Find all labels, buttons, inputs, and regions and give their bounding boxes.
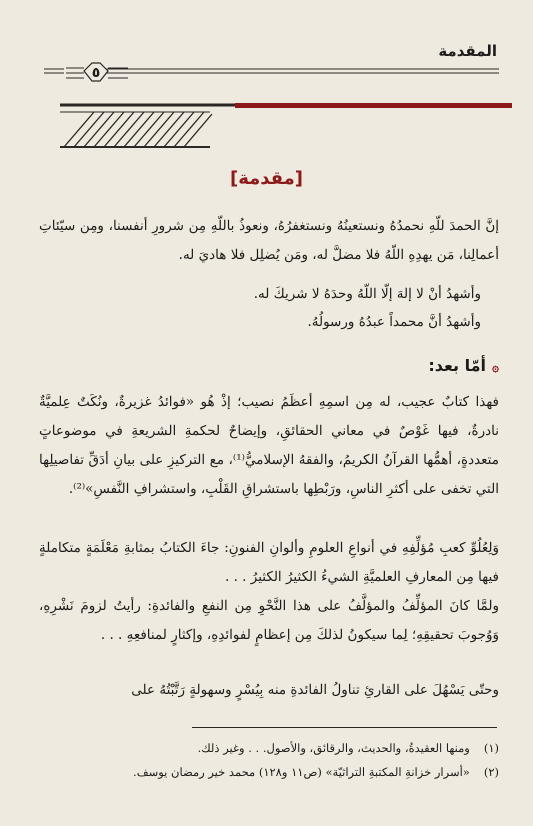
body-paragraph: ولمَّا كانَ المؤلِّفُ والمؤلَّفُ على هذا النَّحْوِ مِن النفعِ والفائدةِ: رأيتُ لزومَ نَشْرِهِ، وَوُجوبَ تحقيقِهِ؛ لِما سيكونُ لذلكَ مِن إعظامٍ لفوائدِهِ، وإكثارٍ لمنافعِهِ . . .: [39, 598, 499, 643]
diagonal-hatching: [64, 112, 212, 147]
decorative-header-band: [60, 103, 512, 151]
footnote-separator: [192, 727, 497, 728]
footnote-number: (٢): [483, 765, 499, 779]
footnote-item: [39, 736, 499, 760]
running-title: المقدمة: [438, 42, 497, 60]
section-title: [مقدمة]: [229, 168, 303, 189]
testimony-line-2: وأشهدُ أنَّ محمداً عبدُهُ ورسولُهُ.: [307, 314, 481, 330]
body-paragraph: فهذا كتابٌ عجيب، له مِن اسمِهِ أعظَمُ نصيب؛ إذْ هُو «فوائدُ غزيرةٌ، ونُكَتٌ عِلميَّةٌ نادرةٌ، فيها غَوْصٌ في معاني الحقائقِ، وإيضاحٌ لحكمةِ الشريعةِ في موضوعاتٍ متعددةٍ، أهمُّها القرآنُ الكريمُ، والفقهُ الإسلاميُّ⁽¹⁾، مع التركيزِ على بيانِ أدَقِّ تفاصيلِها التي تخفى على أكثرِ الناسِ، ورَبْطِها باستشراقِ القَلْبِ، واستشرافِ النَّفسِ»⁽²⁾.: [39, 394, 499, 497]
footnote-item: [39, 760, 499, 784]
footnote-text: «أسرار خزانةِ المكتبةِ التراثيّة» (ص١١ و١٢٨) محمد خير رمضان يوسف.: [133, 765, 470, 779]
footnotes-list: [39, 736, 499, 784]
ornament-icon: ۞: [491, 360, 499, 374]
page-number: ٥: [91, 65, 101, 81]
footnote-number: (١): [483, 741, 499, 755]
body-paragraph: وَلِعُلُوِّ كعبِ مُؤلِّفِهِ في أنواعِ العلومِ وألوانِ الفنونِ: جاءَ الكتابُ بمثابةِ مَعْلَمَةٍ متكاملةٍ فيها مِن المعارفِ العلميَّةِ الشيءُ الكثيرُ الكثيرُ . . .: [39, 540, 499, 585]
amma-baad-label: أمّا بعد:: [428, 356, 486, 375]
opening-praise-paragraph: إنَّ الحمدَ للّهِ نحمدُهُ ونستعينُهُ ونستغفرُهُ، ونعوذُ باللّهِ مِن شرورِ أنفسنا، ومِن سيّئاتِ أعمالِنا، مَن يهدِهِ اللّهُ فلا مضلَّ له، ومَن يُضلِل فلا هاديَ له.: [39, 218, 499, 263]
testimony-line-1: وأشهدُ أنْ لا إلهَ إلّا اللّهُ وحدَهُ لا شريكَ له.: [253, 286, 481, 302]
page-number-ornament: [44, 55, 499, 91]
body-paragraph: وحتّى يَسْهُلَ على القارئِ تناولُ الفائدةِ منه بِيُسْرٍ وسهولةٍ رَتَّبْتُهُ على: [131, 682, 499, 698]
footnote-text: ومنها العقيدةُ، والحديث، والرقائق، والأصول. . . وغير ذلك.: [197, 741, 470, 755]
amma-baad-heading: [428, 356, 499, 375]
